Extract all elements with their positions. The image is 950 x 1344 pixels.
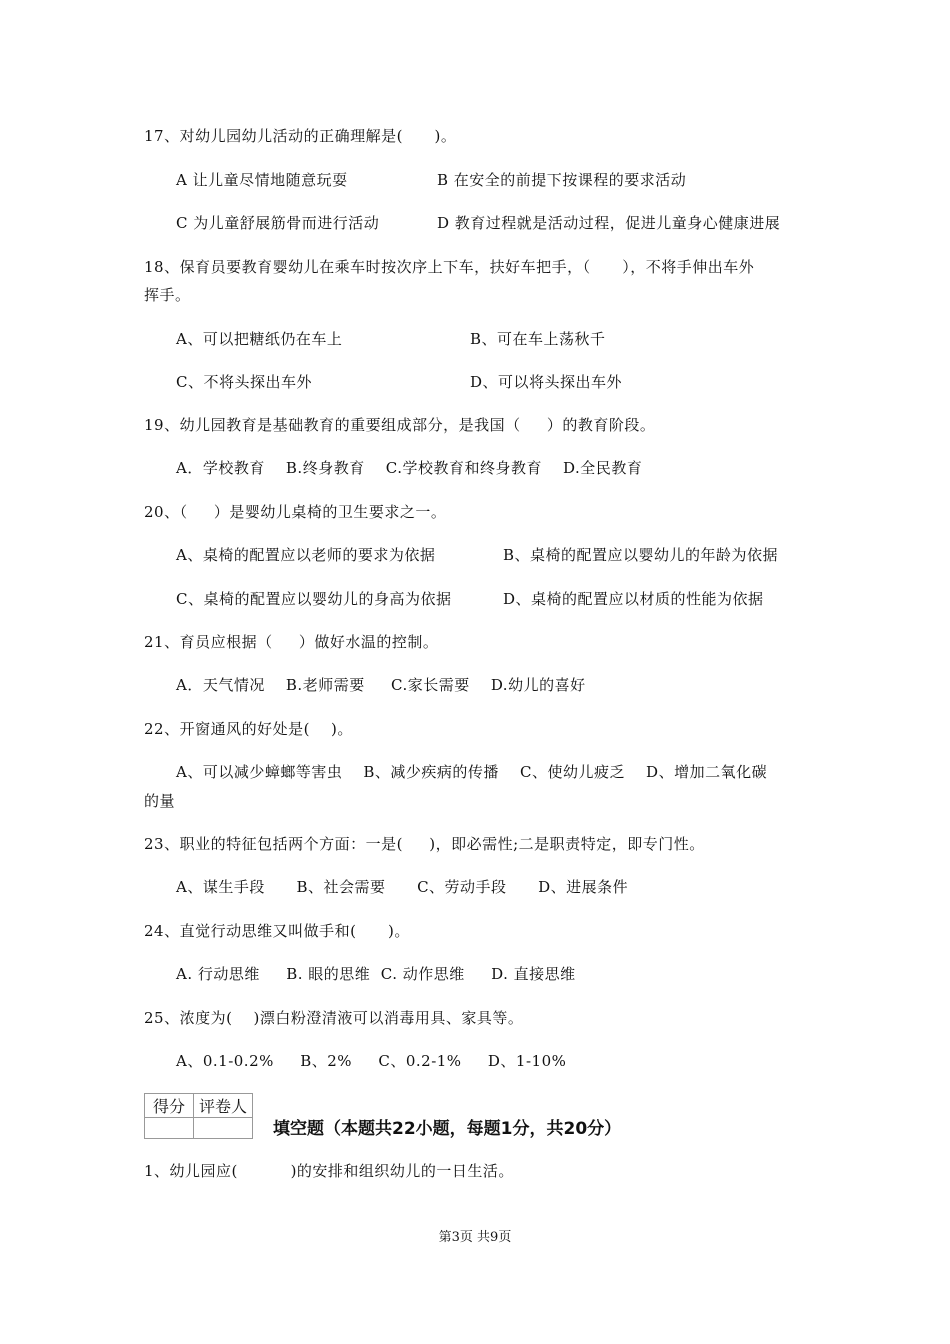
question-25-options: A、0.1-0.2% B、2% C、0.2-1% D、1-10%	[176, 1052, 567, 1070]
question-20-option-c: C、桌椅的配置应以婴幼儿的身高为依据	[176, 590, 452, 608]
question-20-stem: 20、（ ）是婴幼儿桌椅的卫生要求之一。	[144, 503, 447, 521]
question-22-options-cont: 的量	[144, 792, 176, 810]
score-label: 得分	[145, 1094, 194, 1118]
page-footer: 第3页 共9页	[438, 1230, 512, 1245]
question-20-option-d: D、桌椅的配置应以材质的性能为依据	[503, 590, 764, 608]
fill-blank-question-1: 1、幼儿园应( )的安排和组织幼儿的一日生活。	[144, 1162, 514, 1180]
score-box	[144, 1093, 253, 1139]
question-20-option-b: B、桌椅的配置应以婴幼儿的年龄为依据	[503, 546, 779, 564]
question-23-stem: 23、职业的特征包括两个方面：一是( )，即必需性;二是职责特定，即专门性。	[144, 835, 705, 853]
question-22-stem: 22、开窗通风的好处是( )。	[144, 720, 353, 738]
question-19-options: A．学校教育 B.终身教育 C.学校教育和终身教育 D.全民教育	[176, 459, 643, 477]
question-18-option-c: C、不将头探出车外	[176, 373, 312, 391]
question-21-stem: 21、育员应根据（ ）做好水温的控制。	[144, 633, 439, 651]
question-24-options: A. 行动思维 B. 眼的思维 C. 动作思维 D. 直接思维	[176, 965, 576, 983]
score-cell	[145, 1118, 194, 1139]
grader-label: 评卷人	[194, 1094, 253, 1118]
question-17-stem: 17、对幼儿园幼儿活动的正确理解是( )。	[144, 127, 457, 145]
question-22-options: A、可以减少蟑螂等害虫 B、减少疾病的传播 C、使幼儿疲乏 D、增加二氧化碳	[176, 763, 768, 781]
question-18-option-d: D、可以将头探出车外	[470, 373, 623, 391]
question-17-option-d: D 教育过程就是活动过程，促进儿童身心健康进展	[437, 214, 781, 232]
question-18-stem: 18、保育员要教育婴幼儿在乘车时按次序上下车，扶好车把手，（ ），不将手伸出车外	[144, 258, 755, 276]
question-21-options: A．天气情况 B.老师需要 C.家长需要 D.幼儿的喜好	[176, 676, 586, 694]
question-23-options: A、谋生手段 B、社会需要 C、劳动手段 D、进展条件	[176, 878, 629, 896]
question-18-option-b: B、可在车上荡秋千	[470, 330, 606, 348]
question-20-option-a: A、桌椅的配置应以老师的要求为依据	[176, 546, 436, 564]
question-19-stem: 19、幼儿园教育是基础教育的重要组成部分，是我国（ ）的教育阶段。	[144, 416, 656, 434]
question-17-option-c: C 为儿童舒展筋骨而进行活动	[176, 214, 380, 232]
question-18-stem-cont: 挥手。	[144, 286, 191, 304]
question-18-option-a: A、可以把糖纸仍在车上	[176, 330, 343, 348]
question-25-stem: 25、浓度为( )漂白粉澄清液可以消毒用具、家具等。	[144, 1009, 524, 1027]
question-24-stem: 24、直觉行动思维又叫做手和( )。	[144, 922, 410, 940]
section-title: 填空题（本题共22小题，每题1分，共20分）	[273, 1119, 622, 1139]
question-17-option-b: B 在安全的前提下按课程的要求活动	[437, 171, 687, 189]
question-17-option-a: A 让儿童尽情地随意玩耍	[176, 171, 348, 189]
grader-cell	[194, 1118, 253, 1139]
